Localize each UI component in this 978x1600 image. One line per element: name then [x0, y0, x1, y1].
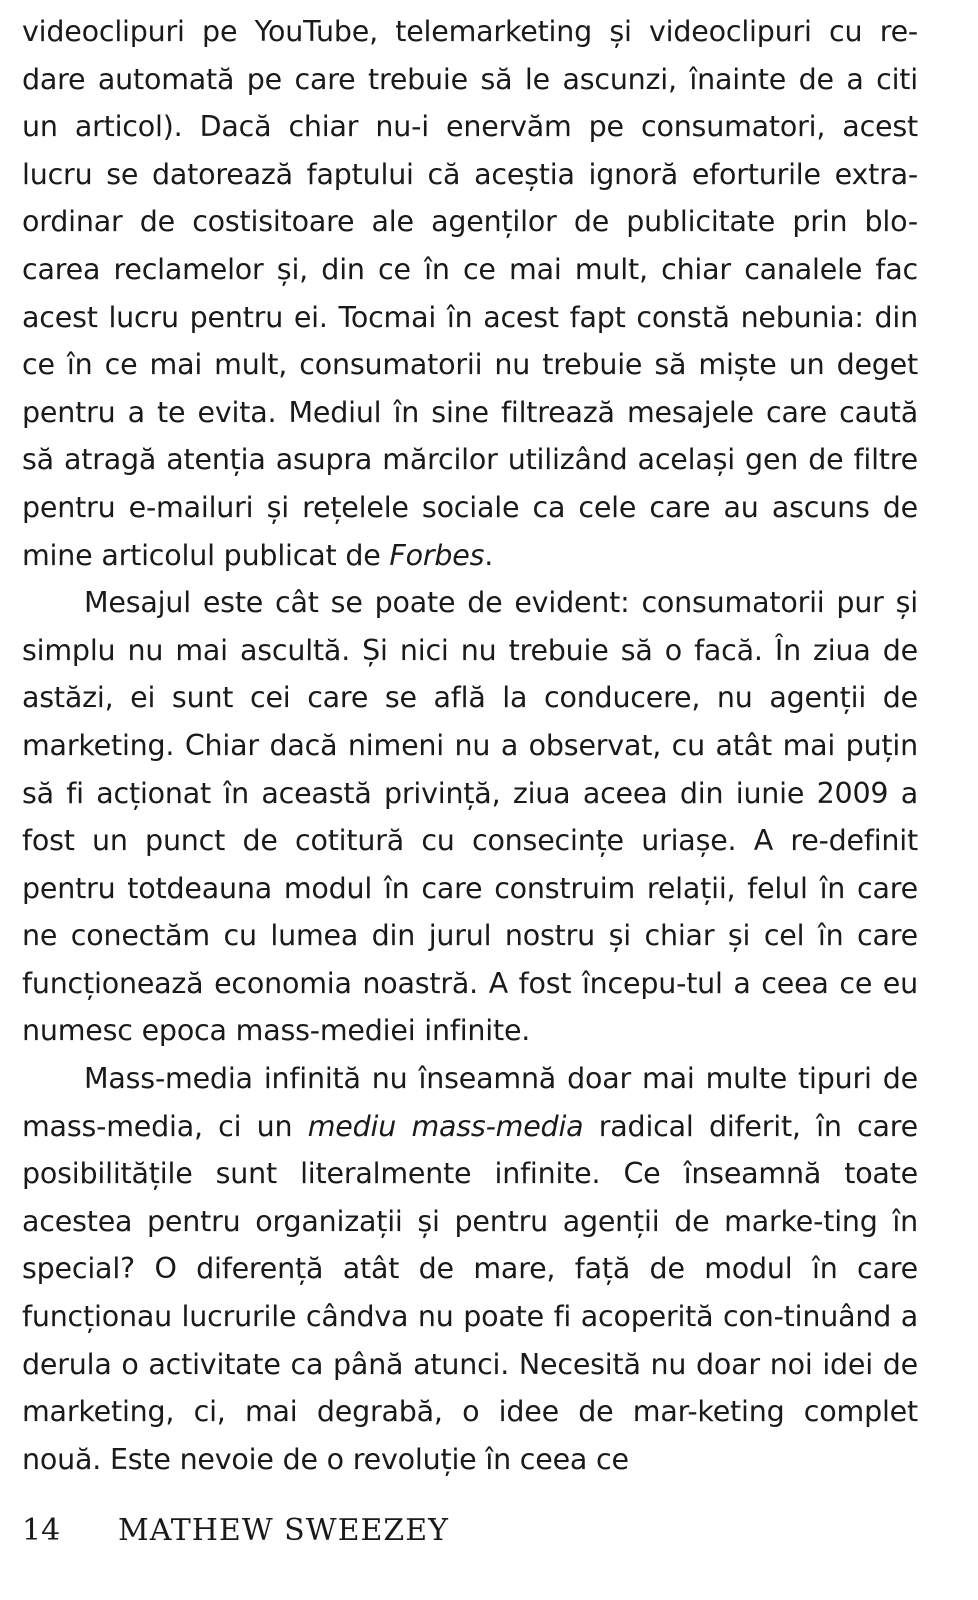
paragraph-1 — [22, 8, 918, 579]
page-body — [22, 8, 918, 1483]
paragraph-3-text: Mass-media infinită nu înseamnă doar mai multe tipuri de mass-media, ci un — [22, 1062, 918, 1143]
paragraph-2-text: Mesajul este cât se poate de evident: consumatorii pur și simplu nu mai ascultă. Și nici nu trebuie să o facă. În ziua de astăzi, ei sunt cei care se află la conducere, nu agenții de marketing. Chiar dacă nimeni nu a observat, cu atât mai puțin să fi acționat în această privință, ziua aceea din iunie 2009 a fost un punct de cotitură cu consecințe uriașe. A re-definit pentru totdeauna modul în care construim relații, felul în care ne conectăm cu lumea din jurul nostru și chiar și cel în care funcționează economia noastră. A fost începu-tul a ceea ce eu numesc epoca mass-mediei infinite. — [22, 586, 918, 1048]
paragraph-2 — [22, 579, 918, 1055]
page-footer — [22, 1513, 449, 1563]
page-number: 14 — [22, 1513, 61, 1548]
paragraph-1-end: . — [484, 538, 494, 572]
mediu-mass-media-italic: mediu mass-media — [307, 1109, 584, 1143]
paragraph-3-rest: radical diferit, în care posibilitățile sunt literalmente infinite. Ce înseamnă toate acestea pentru organizații și pentru agenții de marke-ting în special? O diferență atât de mare, față de modul în care funcționau lucrurile cândva nu poate fi acoperită con-tinuând a derula o activitate ca până atunci. Necesită nu doar noi idei de marketing, ci, mai degrabă, o idee de mar-keting complet nouă. Este nevoie de o revoluție în ceea ce — [22, 1109, 918, 1476]
paragraph-1-text: videoclipuri pe YouTube, telemarketing și videoclipuri cu re-dare automată pe care trebuie să le ascunzi, înainte de a citi un articol). Dacă chiar nu-i enervăm pe consumatori, acest lucru se datorează faptului că aceștia ignoră eforturile extra-ordinar de costisitoare ale agenților de publicitate prin blo-carea reclamelor și, din ce în ce mai mult, chiar canalele fac acest lucru pentru ei. Tocmai în acest fapt constă nebunia: din ce în ce mai mult, consumatorii nu trebuie să miște un deget pentru a te evita. Mediul în sine filtrează mesajele care caută să atragă atenția asupra mărcilor utilizând același gen de filtre pentru e-mailuri și rețelele sociale ca cele care au ascuns de mine articolul publicat de — [22, 15, 918, 572]
forbes-italic: Forbes — [389, 538, 485, 572]
running-head-author: MATHEW SWEEZEY — [118, 1513, 449, 1548]
paragraph-3 — [22, 1055, 918, 1483]
